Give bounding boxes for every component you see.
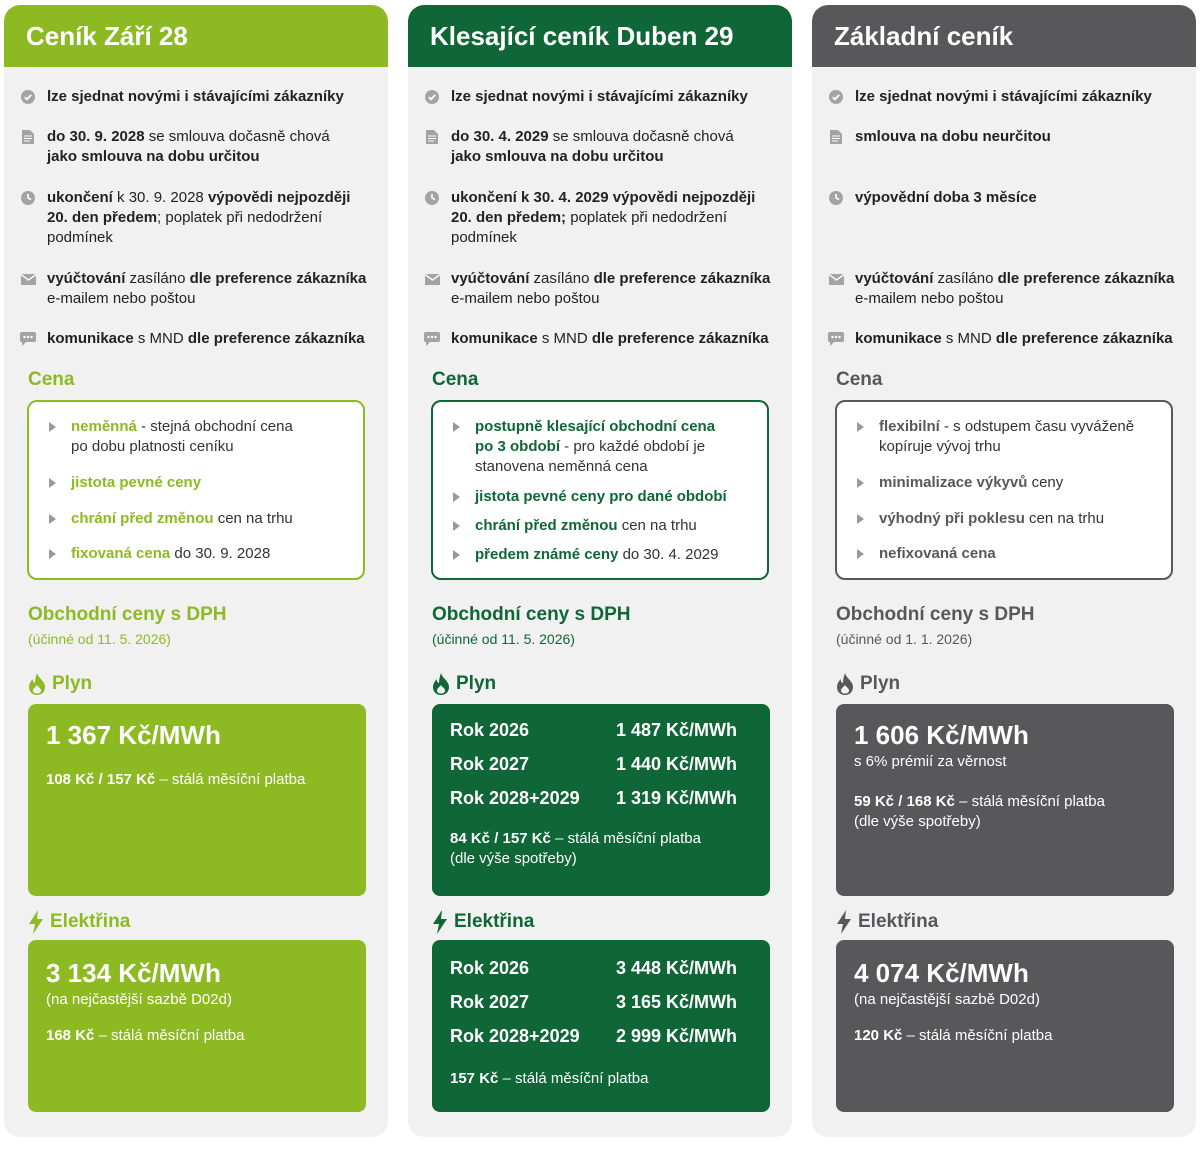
card-zakladni-cenik [812,5,1196,1137]
cena-item [857,417,1157,457]
feature-text-bold: komunikace [47,330,134,347]
cena-item-bold: předem známé ceny [475,546,619,563]
chat-bubble-icon [424,331,440,347]
feature-customers [828,87,1186,107]
feature-termination [20,188,378,248]
year-label: Rok 2027 [450,992,530,1012]
prices-title: Obchodní ceny s DPH [28,604,227,625]
flame-icon [836,673,854,695]
gas-fee-text: – stálá měsíční platba [550,830,701,847]
electricity-label-text: Elektřina [858,911,939,932]
feature-text: s MND [941,330,996,347]
cena-title: Cena [836,369,883,390]
feature-billing [828,269,1186,309]
electricity-year-row [450,958,752,979]
year-price: 1 319 Kč/MWh [616,788,738,808]
lightning-icon [432,910,448,934]
feature-text: zasíláno [125,270,190,287]
cena-item-text: - pro každé období je [559,438,706,455]
electricity-note: (na nejčastější sazbě D02d) [854,991,1040,1008]
feature-customers [20,87,378,107]
electricity-fee-bold: 168 Kč [46,1027,95,1044]
cena-item-bold: postupně klesající obchodní cena [475,418,716,435]
cena-item-bold: chrání před změnou [475,517,618,534]
cena-item-text: po dobu platnosti ceníku [71,438,234,455]
feature-text: zasíláno [933,270,998,287]
gas-fee-bold: 59 Kč / 168 Kč [854,793,955,810]
check-circle-icon [424,89,440,105]
cena-item-text: kopíruje vývoj trhu [879,438,1001,455]
gas-fee-text: (dle výše spotřeby) [854,813,981,830]
cena-item [49,509,349,529]
feature-text-bold: dle preference zákazníka [187,330,365,347]
card-title: Základní ceník [812,5,1196,67]
feature-billing [20,269,378,309]
electricity-price-box [28,940,366,1112]
feature-text-bold: dle preference zákazníka [189,270,367,287]
feature-text-bold: komunikace [451,330,538,347]
cena-item [453,516,753,536]
cena-item-bold: minimalizace výkyvů [879,474,1028,491]
cena-item-text: ceny [1027,474,1064,491]
card-klesajici-cenik [408,5,792,1137]
year-price: 2 999 Kč/MWh [616,1026,738,1046]
cena-item-bold: fixovaná cena [71,545,171,562]
check-circle-icon [828,89,844,105]
electricity-label-text: Elektřina [454,911,535,932]
feature-text-bold: jako smlouva na dobu určitou [47,148,260,165]
gas-year-row [450,720,752,741]
feature-contract [20,127,378,167]
year-label: Rok 2027 [450,754,530,774]
card-title: Ceník Září 28 [4,5,388,67]
gas-price: 1 367 Kč/MWh [46,720,221,750]
prices-subtitle: (účinné od 1. 1. 2026) [836,631,973,647]
feature-text: lze sjednat novými i stávajícími zákazníky [451,88,748,105]
feature-text: podmínek [47,229,113,246]
feature-text: ; poplatek při nedodržení [157,209,323,226]
feature-text-bold: vyúčtování [451,270,530,287]
document-icon [20,129,36,145]
feature-customers [424,87,782,107]
year-label: Rok 2026 [450,958,530,978]
feature-text: k 30. 9. 2028 [112,189,208,206]
feature-contract [828,127,1186,147]
gas-price-box [432,704,770,896]
year-label: Rok 2028+2029 [450,1026,580,1046]
gas-fee-text: – stálá měsíční platba [155,771,306,788]
check-circle-icon [20,89,36,105]
feature-text: podmínek [451,229,517,246]
cena-item [857,509,1157,529]
year-label: Rok 2028+2029 [450,788,580,808]
gas-year-row [450,754,752,775]
electricity-fee-text: – stálá měsíční platba [902,1027,1053,1044]
electricity-year-row [450,1026,752,1047]
cena-item-bold: flexibilní [879,418,940,435]
gas-price-box [28,704,366,896]
chat-bubble-icon [828,331,844,347]
feature-text: se smlouva dočasně chová [548,128,734,145]
electricity-fee-text: – stálá měsíční platba [94,1027,245,1044]
cena-box [431,400,769,580]
feature-text-bold: 20. den předem [47,209,158,226]
gas-fee-text: – stálá měsíční platba [954,793,1105,810]
electricity-price: 4 074 Kč/MWh [854,958,1029,988]
cena-item [49,473,349,493]
gas-label-text: Plyn [456,673,497,694]
year-price: 1 487 Kč/MWh [616,720,738,740]
feature-text: e-mailem nebo poštou [47,290,196,307]
gas-year-row [450,788,752,809]
gas-price: 1 606 Kč/MWh [854,720,1029,750]
feature-contract [424,127,782,167]
cena-item [49,417,349,457]
feature-communication [424,329,782,349]
cena-item [857,473,1157,493]
feature-termination [424,188,782,248]
gas-note: s 6% prémií za věrnost [854,753,1007,770]
flame-icon [432,673,450,695]
gas-fee [854,792,1105,832]
cena-item-text: - s odstupem času vyváženě [939,418,1135,435]
gas-fee [46,770,305,790]
gas-fee-bold: 108 Kč / 157 Kč [46,771,156,788]
feature-text-bold: komunikace [855,330,942,347]
feature-termination [828,188,1186,208]
document-icon [828,129,844,145]
feature-text-bold: vyúčtování [47,270,126,287]
feature-text-bold: jako smlouva na dobu určitou [451,148,664,165]
prices-subtitle: (účinné od 11. 5. 2026) [432,631,575,647]
gas-label [28,673,92,695]
cena-box [835,400,1173,580]
feature-text-bold: vyúčtování [855,270,934,287]
prices-title: Obchodní ceny s DPH [432,604,631,625]
feature-text-bold: dle preference zákazníka [591,330,769,347]
year-label: Rok 2026 [450,720,530,740]
gas-fee-bold: 84 Kč / 157 Kč [450,830,551,847]
cena-item [857,544,1157,564]
electricity-fee-text: – stálá měsíční platba [498,1070,649,1087]
feature-text: e-mailem nebo poštou [855,290,1004,307]
cena-item-bold: jistota pevné ceny [71,474,202,491]
feature-text-bold: dle preference zákazníka [997,270,1175,287]
feature-text-bold: dle preference zákazníka [593,270,771,287]
gas-label [432,673,496,695]
cena-item-bold: neměnná [71,418,137,435]
feature-text: e-mailem nebo poštou [451,290,600,307]
cena-item-bold: výhodný při poklesu [879,510,1025,527]
chat-bubble-icon [20,331,36,347]
feature-text-bold: do 30. 4. 2029 [451,128,549,145]
lightning-icon [28,910,44,934]
clock-icon [424,190,440,206]
cena-item-text: cen na trhu [213,510,293,527]
electricity-note: (na nejčastější sazbě D02d) [46,991,232,1008]
electricity-year-row [450,992,752,1013]
gas-price-box [836,704,1174,896]
document-icon [424,129,440,145]
gas-fee-text: (dle výše spotřeby) [450,850,577,867]
feature-text-bold: 20. den předem; [451,209,567,226]
electricity-price-box [836,940,1174,1112]
card-cenik-zari [4,5,388,1137]
cena-item-text: - stejná obchodní cena [136,418,293,435]
cena-title: Cena [28,369,75,390]
electricity-fee-bold: 120 Kč [854,1027,903,1044]
cena-item [453,417,753,477]
cena-title: Cena [432,369,479,390]
clock-icon [20,190,36,206]
cena-item-text: do 30. 4. 2029 [618,546,719,563]
year-price: 1 440 Kč/MWh [616,754,738,774]
electricity-fee [450,1069,648,1089]
flame-icon [28,673,46,695]
lightning-icon [836,910,852,934]
electricity-label-text: Elektřina [50,911,131,932]
feature-text-bold: výpovědi nejpozději [612,189,756,206]
electricity-fee-bold: 157 Kč [450,1070,499,1087]
feature-text-bold: výpovědní doba 3 měsíce [855,189,1037,206]
year-price: 3 165 Kč/MWh [616,992,738,1012]
cena-item-text: cen na trhu [1024,510,1105,527]
cena-box [27,400,365,580]
cena-item-text: cen na trhu [617,517,697,534]
electricity-label [432,910,534,934]
prices-subtitle: (účinné od 11. 5. 2026) [28,631,171,647]
feature-text-bold: dle preference zákazníka [995,330,1173,347]
cena-item [453,487,753,507]
gas-fee [450,829,701,869]
clock-icon [828,190,844,206]
cena-item-bold: nefixovaná cena [879,545,996,562]
electricity-fee [46,1026,244,1046]
feature-text-bold: ukončení [47,189,113,206]
feature-communication [828,329,1186,349]
prices-title: Obchodní ceny s DPH [836,604,1035,625]
feature-text: se smlouva dočasně chová [144,128,330,145]
electricity-price-box [432,940,770,1112]
feature-text: poplatek při nedodržení [566,209,727,226]
gas-label [836,673,900,695]
cena-item-bold: jistota pevné ceny pro dané období [475,488,727,505]
feature-text-bold: smlouva na dobu neurčitou [855,128,1051,145]
cena-item-text: do 30. 9. 2028 [170,545,271,562]
electricity-fee [854,1026,1052,1046]
envelope-icon [828,271,844,287]
feature-billing [424,269,782,309]
feature-text-bold: výpovědi nejpozději [207,189,351,206]
electricity-label [836,910,938,934]
cena-item-bold: po 3 období [475,438,560,455]
cena-item [49,544,349,564]
feature-text: s MND [537,330,592,347]
cena-item-bold: chrání před změnou [71,510,214,527]
cena-item-text: stanovena neměnná cena [475,458,648,475]
card-title: Klesající ceník Duben 29 [408,5,792,67]
feature-text: lze sjednat novými i stávajícími zákazníky [47,88,344,105]
cena-item [453,545,753,565]
feature-communication [20,329,378,349]
envelope-icon [20,271,36,287]
feature-text-bold: do 30. 9. 2028 [47,128,145,145]
gas-label-text: Plyn [52,673,93,694]
feature-text: zasíláno [529,270,594,287]
envelope-icon [424,271,440,287]
feature-text-bold: ukončení k 30. 4. 2029 [451,189,609,206]
feature-text: lze sjednat novými i stávajícími zákazníky [855,88,1152,105]
gas-label-text: Plyn [860,673,901,694]
electricity-price: 3 134 Kč/MWh [46,958,221,988]
year-price: 3 448 Kč/MWh [616,958,738,978]
feature-text: s MND [133,330,188,347]
electricity-label [28,910,130,934]
